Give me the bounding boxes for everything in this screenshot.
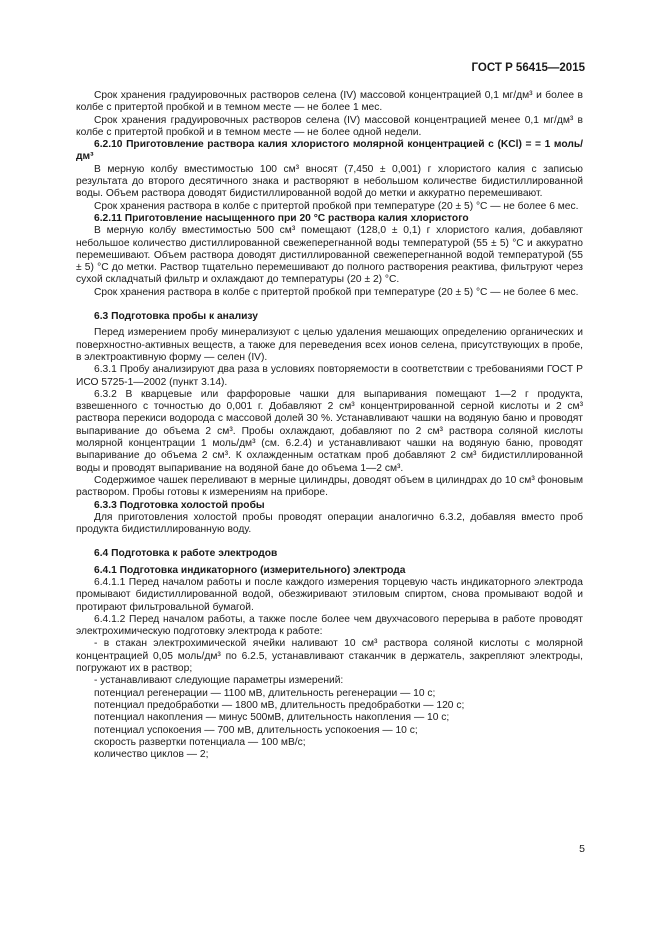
paragraph: 6.3.1 Пробу анализируют два раза в условиях повторяемости в соответствии с требованиями ГОСТ Р ИСО 5725-1—2002 (пункт 3.14).: [76, 364, 583, 388]
document-header: ГОСТ Р 56415—2015: [471, 62, 585, 74]
paragraph: Для приготовления холостой пробы проводят операции аналогично 6.3.2, добавляя вместо проб продукта бидистиллированную воду.: [76, 511, 583, 536]
page-number: 5: [579, 843, 585, 855]
param-line: потенциал накопления — минус 500мВ, длительность накопления — 10 с;: [94, 712, 450, 724]
param-line: потенциал регенерации — 1100 мВ, длительность регенерации — 10 с;: [94, 687, 436, 699]
paragraph: - в стакан электрохимической ячейки наливают 10 см³ раствора соляной кислоты с молярной концентрацией 0,05 моль/дм³ по 6.2.5, устанавливают стаканчик в держатель, закрепляют электроды, погружают их в раствор;: [76, 638, 583, 675]
section-heading-6-4: 6.4 Подготовка к работе электродов: [94, 548, 278, 560]
param-line: потенциал предобработки — 1800 мВ, длительность предобработки — 120 с;: [94, 699, 465, 711]
paragraph: Срок хранения раствора в колбе с притертой пробкой при температуре (20 ± 5) °С — не более 6 мес.: [94, 286, 579, 298]
paragraph: Содержимое чашек переливают в мерные цилиндры, доводят объем в цилиндрах до 10 см³ фоновым раствором. Пробы готовы к измерениям на приборе.: [76, 474, 583, 499]
section-heading-6-3-3: 6.3.3 Подготовка холостой пробы: [94, 499, 265, 511]
paragraph: Перед измерением пробу минерализуют с целью удаления мешающих определению органических и поверхностно-активных веществ, а также для переведения всех ионов селена, присутствующих в пробе, в электроактивную форму — селен (IV).: [76, 327, 583, 363]
paragraph: Срок хранения раствора в колбе с притертой пробкой при температуре (20 ± 5) °С — не более 6 мес.: [94, 200, 579, 212]
paragraph: 6.3.2 В кварцевые или фарфоровые чашки для выпаривания помещают 1—2 г продукта, взвешенного с точностью до 0,001 г. Добавляют 2 см³ концентрированной серной кислоты и 2 см³ раствора перекиси водорода с массовой долей 30 %. Устанавливают чашки на водяную баню и проводят выпаривание до объема 2 см³. Пробы охлаждают, добавляют по 2 см³ раствора соляной кислоты молярной концентрации 1 моль/дм³ (см. 6.2.4) и устанавливают чашки на водяную баню, проводят выпаривание до объема 2 см³. К охлажденным остаткам проб добавляют 2 см³ бидистиллированной воды и проводят выпаривание на водяной бане до объема 1—2 см³.: [76, 388, 583, 474]
section-heading-6-2-11: 6.2.11 Приготовление насыщенного при 20 °С раствора калия хлористого: [94, 212, 469, 224]
paragraph: В мерную колбу вместимостью 100 см³ вносят (7,450 ± 0,001) г хлористого калия с записью результата до второго десятичного знака и растворяют в небольшом количестве бидистиллированной воды. Объем раствора доводят бидистиллированной водой до метки и аккуратно перемешивают.: [76, 163, 583, 200]
paragraph: В мерную колбу вместимостью 500 см³ помещают (128,0 ± 0,1) г хлористого калия, добавляют небольшое количество дистиллированной свежеперегнанной воды температурой (55 ± 5) °С и аккуратно перемешивают. Объем раствора доводят дистиллированной свежеперегнанной водой температурой (55 ± 5) °С до метки. Раствор тщательно перемешивают до полного растворения реактива, фильтруют через сухой складчатый фильтр и охлаждают до температуры (20 ± 2) °С.: [76, 225, 583, 286]
section-heading-6-3: 6.3 Подготовка пробы к анализу: [94, 311, 258, 323]
param-line: скорость развертки потенциала — 100 мВ/с;: [94, 736, 306, 748]
paragraph: Срок хранения градуировочных растворов селена (IV) массовой концентрацией 0,1 мг/дм³ и более в колбе с притертой пробкой и в темном месте — не более 1 мес.: [76, 90, 583, 114]
paragraph: 6.4.1.2 Перед началом работы, а также после более чем двухчасового перерыва в работе проводят электрохимическую подготовку электрода к работе:: [76, 613, 583, 638]
param-line: потенциал успокоения — 700 мВ, длительность успокоения — 10 с;: [94, 724, 418, 736]
paragraph: - устанавливают следующие параметры измерений:: [94, 675, 344, 687]
paragraph: Срок хранения градуировочных растворов селена (IV) массовой концентрацией менее 0,1 мг/дм³ в колбе с притертой пробкой и в темном месте — не более одной недели.: [76, 114, 583, 138]
paragraph: 6.4.1.1 Перед началом работы и после каждого измерения торцевую часть индикаторного электрода промывают бидистиллированной водой, обезжиривают этиловым спиртом, снова промывают водой и протирают фильтровальной бумагой.: [76, 576, 583, 613]
param-line: количество циклов — 2;: [94, 749, 209, 761]
section-heading-6-4-1: 6.4.1 Подготовка индикаторного (измерительного) электрода: [94, 564, 406, 576]
document-body: [76, 90, 583, 761]
section-heading-6-2-10: 6.2.10 Приготовление раствора калия хлористого молярной концентрацией c (KCl) = = 1 моль/дм³: [76, 139, 583, 163]
